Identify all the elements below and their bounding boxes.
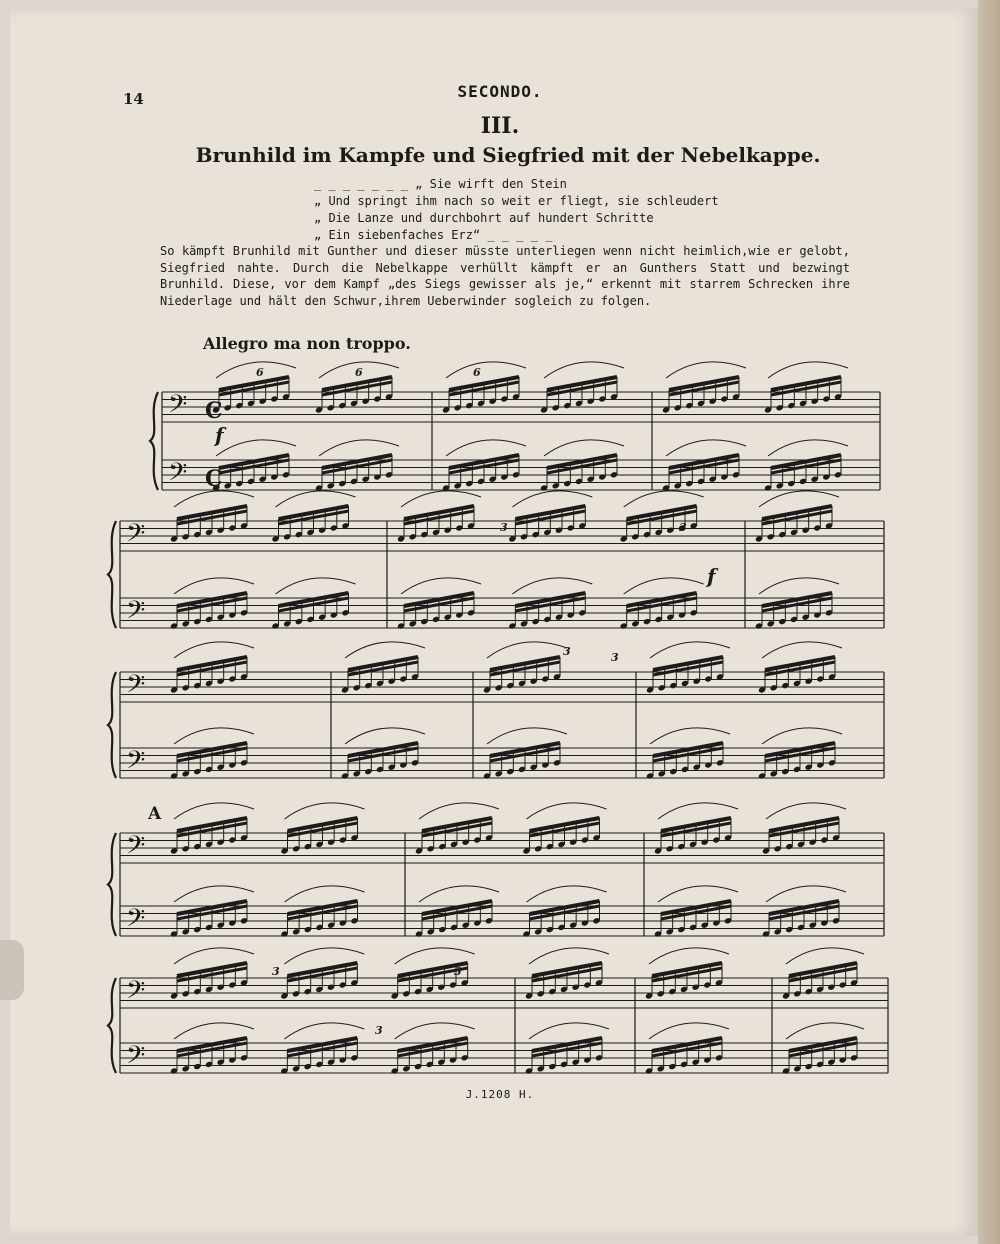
note-group bbox=[522, 886, 606, 938]
slur bbox=[174, 491, 254, 507]
note-group bbox=[170, 1023, 254, 1075]
slur bbox=[401, 491, 481, 507]
slur bbox=[487, 728, 567, 744]
note-group bbox=[170, 948, 254, 1000]
brace bbox=[150, 392, 158, 490]
system-3 bbox=[108, 642, 884, 781]
bass-clef-icon: 𝄢 bbox=[126, 1041, 146, 1076]
bass-clef-icon: 𝄢 bbox=[126, 976, 146, 1011]
slur bbox=[666, 362, 746, 378]
note-group bbox=[540, 440, 624, 492]
note-group bbox=[654, 803, 738, 855]
note-group bbox=[654, 886, 738, 938]
slur bbox=[174, 1023, 254, 1039]
slur bbox=[650, 728, 730, 744]
plate-number: J.1208 H. bbox=[465, 1088, 535, 1101]
slur bbox=[527, 886, 607, 902]
slur bbox=[666, 440, 746, 456]
slur bbox=[786, 948, 864, 964]
page-number: 14 bbox=[123, 90, 144, 108]
tuplet-number: 3 bbox=[375, 1024, 383, 1037]
movement-title: Brunhild im Kampfe und Siegfried mit der Nebelkappe. bbox=[195, 143, 821, 167]
part-heading: SECONDO. bbox=[457, 82, 543, 101]
bass-clef-icon: 𝄢 bbox=[168, 458, 188, 493]
note-group bbox=[508, 578, 592, 630]
slur bbox=[216, 440, 296, 456]
slur bbox=[285, 803, 365, 819]
brace bbox=[108, 672, 116, 778]
note-group bbox=[271, 578, 355, 630]
slur bbox=[446, 440, 526, 456]
slur bbox=[527, 803, 607, 819]
slur bbox=[544, 440, 624, 456]
tuplet-number: 6 bbox=[473, 366, 481, 379]
note-group bbox=[280, 1023, 364, 1075]
note-group bbox=[280, 803, 364, 855]
slur bbox=[649, 948, 729, 964]
note-group bbox=[391, 1023, 475, 1075]
note-group bbox=[755, 491, 839, 543]
upper-staff bbox=[120, 642, 884, 705]
note-group bbox=[397, 491, 481, 543]
note-group bbox=[415, 886, 499, 938]
tuplet-number: 3 bbox=[611, 651, 619, 664]
note-group bbox=[170, 578, 254, 630]
note-group bbox=[782, 1023, 864, 1075]
slur bbox=[768, 362, 848, 378]
tuplet-number: 6 bbox=[256, 366, 264, 379]
note-group bbox=[646, 728, 730, 780]
slur bbox=[624, 491, 704, 507]
slur bbox=[624, 578, 704, 594]
note-group bbox=[758, 728, 842, 780]
slur bbox=[762, 728, 842, 744]
slur bbox=[174, 948, 254, 964]
lower-staff bbox=[120, 1023, 888, 1076]
bass-clef-icon: 𝄢 bbox=[168, 390, 188, 425]
note-group bbox=[483, 728, 567, 780]
slur bbox=[174, 728, 254, 744]
bass-clef-icon: 𝄢 bbox=[126, 596, 146, 631]
slur bbox=[446, 362, 526, 378]
slur bbox=[759, 491, 839, 507]
note-group bbox=[758, 642, 842, 694]
time-signature: C bbox=[205, 398, 223, 424]
note-group bbox=[764, 440, 848, 492]
tuplet-number: 3 bbox=[454, 965, 462, 978]
note-group bbox=[646, 642, 730, 694]
note-group bbox=[620, 578, 704, 630]
slur bbox=[345, 642, 425, 658]
slur bbox=[276, 491, 356, 507]
brace bbox=[108, 833, 116, 936]
system-5 bbox=[108, 948, 888, 1076]
note-group bbox=[391, 948, 475, 1000]
system-1 bbox=[150, 362, 880, 493]
slur bbox=[768, 440, 848, 456]
note-group bbox=[762, 803, 846, 855]
note-group bbox=[341, 728, 425, 780]
bass-clef-icon: 𝄢 bbox=[126, 831, 146, 866]
dynamic-mark: f bbox=[215, 423, 224, 447]
upper-staff bbox=[162, 362, 880, 425]
note-group bbox=[442, 362, 526, 414]
note-group bbox=[620, 491, 704, 543]
slur bbox=[786, 1023, 864, 1039]
slur bbox=[419, 803, 499, 819]
slur bbox=[658, 803, 738, 819]
verse-quote: _ _ _ _ _ _ _ „ Sie wirft den Stein „ Und springt ihm nach so weit er fliegt, sie schleudert „ Die Lanze und durchbohrt auf hundert Schritte „ Ein siebenfaches Erz“ _ _ _ _ _ bbox=[314, 177, 719, 242]
slur bbox=[658, 886, 738, 902]
note-group bbox=[662, 440, 746, 492]
slur bbox=[766, 803, 846, 819]
slur bbox=[395, 948, 475, 964]
lower-staff bbox=[120, 886, 884, 939]
slur bbox=[285, 886, 365, 902]
brace bbox=[108, 521, 116, 628]
slur bbox=[284, 948, 364, 964]
tuplet-number: 3 bbox=[272, 965, 280, 978]
system-2 bbox=[108, 491, 884, 631]
slur bbox=[395, 1023, 475, 1039]
note-group bbox=[525, 1023, 609, 1075]
note-group bbox=[508, 491, 592, 543]
note-group bbox=[764, 362, 848, 414]
note-group bbox=[212, 440, 296, 492]
slur bbox=[419, 886, 499, 902]
tempo-marking: Allegro ma non troppo. bbox=[203, 334, 411, 353]
note-group bbox=[170, 491, 254, 543]
note-group bbox=[522, 803, 606, 855]
note-group bbox=[762, 886, 846, 938]
note-group bbox=[645, 948, 729, 1000]
rehearsal-mark: A bbox=[148, 804, 162, 824]
dynamic-mark: f bbox=[707, 564, 716, 588]
brace bbox=[108, 978, 116, 1073]
slur bbox=[762, 642, 842, 658]
slur bbox=[276, 578, 356, 594]
slur bbox=[284, 1023, 364, 1039]
note-group bbox=[755, 578, 839, 630]
tuplet-number: 3 bbox=[500, 521, 508, 534]
slur bbox=[650, 642, 730, 658]
tuplet-number: 3 bbox=[563, 645, 571, 658]
bass-clef-icon: 𝄢 bbox=[126, 670, 146, 705]
note-group bbox=[280, 948, 364, 1000]
slur bbox=[529, 1023, 609, 1039]
note-group bbox=[782, 948, 864, 1000]
note-group bbox=[442, 440, 526, 492]
slur bbox=[529, 948, 609, 964]
upper-staff bbox=[120, 803, 884, 866]
slur bbox=[512, 491, 592, 507]
lower-staff bbox=[162, 440, 880, 493]
note-group bbox=[170, 886, 254, 938]
system-4 bbox=[108, 803, 884, 939]
note-group bbox=[271, 491, 355, 543]
note-group bbox=[415, 803, 499, 855]
slur bbox=[174, 578, 254, 594]
note-group bbox=[341, 642, 425, 694]
note-group bbox=[280, 886, 364, 938]
lower-staff bbox=[120, 728, 884, 781]
note-group bbox=[540, 362, 624, 414]
note-group bbox=[212, 362, 296, 414]
slur bbox=[345, 728, 425, 744]
tuplet-number: 6 bbox=[355, 366, 363, 379]
movement-number: III. bbox=[480, 113, 520, 139]
note-group bbox=[170, 728, 254, 780]
slur bbox=[174, 803, 254, 819]
note-group bbox=[170, 642, 254, 694]
note-group bbox=[645, 1023, 729, 1075]
slur bbox=[649, 1023, 729, 1039]
note-group bbox=[662, 362, 746, 414]
slur bbox=[766, 886, 846, 902]
slur bbox=[544, 362, 624, 378]
time-signature: C bbox=[205, 466, 223, 492]
slur bbox=[487, 642, 567, 658]
slur bbox=[512, 578, 592, 594]
tuplet-number: 3 bbox=[679, 521, 687, 534]
upper-staff bbox=[120, 948, 888, 1011]
bass-clef-icon: 𝄢 bbox=[126, 904, 146, 939]
slur bbox=[174, 642, 254, 658]
program-note: So kämpft Brunhild mit Gunther und dieser müsste unterliegen wenn nicht heimlich,wie er gelobt, Siegfried nahte. Durch die Nebelkappe verhüllt kämpft er an Gunthers Statt und bezwingt Brunhild. Diese, vor dem Kampf „des Siegs gewisser als je,“ erkennt mit starrem Schrecken ihre Niederlage und hält den Schwur,ihrem Ueberwinder sogleich zu folgen. bbox=[160, 244, 850, 308]
bass-clef-icon: 𝄢 bbox=[126, 519, 146, 554]
slur bbox=[174, 886, 254, 902]
slur bbox=[319, 440, 399, 456]
slur bbox=[401, 578, 481, 594]
note-group bbox=[170, 803, 254, 855]
note-group bbox=[315, 440, 399, 492]
note-group bbox=[525, 948, 609, 1000]
slur bbox=[759, 578, 839, 594]
note-group bbox=[483, 642, 567, 694]
lower-staff bbox=[120, 578, 884, 631]
note-group bbox=[397, 578, 481, 630]
bass-clef-icon: 𝄢 bbox=[126, 746, 146, 781]
